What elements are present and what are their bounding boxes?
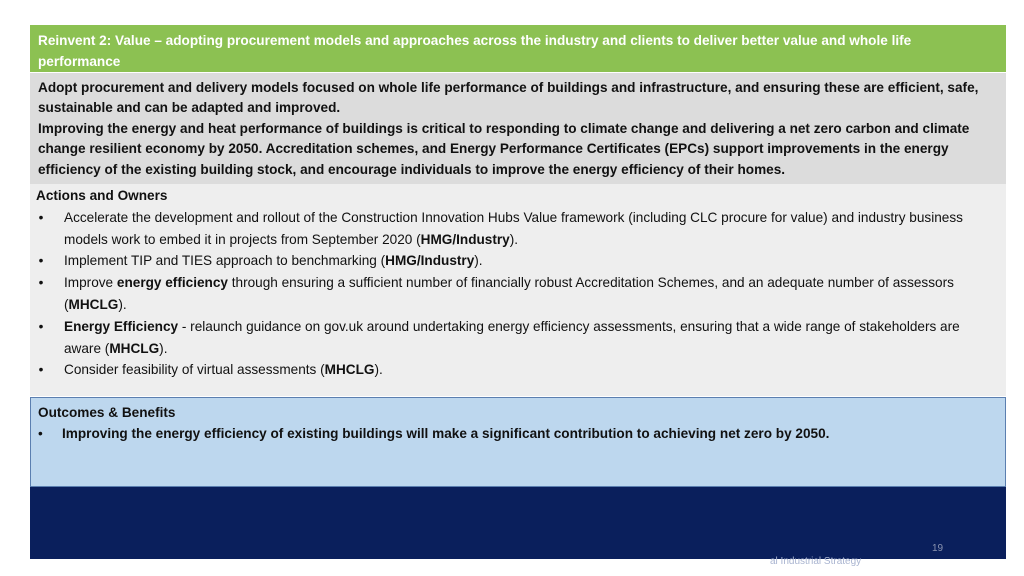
slide-header (30, 25, 1006, 72)
action-item (36, 359, 996, 381)
bullet-icon: • (38, 426, 43, 441)
action-emphasis: Energy Efficiency (64, 318, 179, 334)
action-text: Accelerate the development and rollout of the Construction Innovation Hubs Value framework (including CLC procure for value) and industry business models work to embed it in projects from September 2020 ( (64, 209, 963, 247)
action-text-end: ). (474, 253, 483, 269)
bullet-icon: • (38, 209, 44, 225)
action-item (36, 272, 996, 316)
action-owner: HMG/Industry (420, 231, 510, 247)
intro-paragraph-2: Improving the energy and heat performance of buildings is critical to responding to climate change and delivering a net zero carbon and climate change resilient economy by 2050. Accreditation schemes, and Energy Performance Certificates (EPCs) support improvements in the energy efficiency of the existing building stock, and encourage individuals to improve the energy efficiency of their homes. (38, 120, 970, 177)
action-text-end: ). (159, 340, 168, 356)
action-text-middle: - relaunch guidance on gov.uk around undertaking energy efficiency assessments, ensuring that a wide range of stakeholders are aware ( (64, 318, 960, 356)
actions-panel (30, 184, 1006, 396)
footer-caption: al Industrial Strategy (770, 556, 862, 567)
action-item (36, 207, 996, 251)
action-owner: MHCLG (68, 296, 119, 312)
bullet-icon: • (38, 362, 44, 378)
action-text: Improve (64, 275, 117, 291)
action-text: Implement TIP and TIES approach to benchmarking ( (64, 253, 386, 269)
bullet-icon: • (38, 318, 44, 334)
bullet-icon: • (38, 275, 44, 291)
action-text: Consider feasibility of virtual assessments ( (64, 362, 325, 378)
action-item (36, 316, 996, 360)
action-owner: MHCLG (324, 362, 375, 378)
action-text-end: ). (509, 231, 519, 247)
intro-paragraph-1: Adopt procurement and delivery models focused on whole life performance of buildings and infrastructure, and ensuring these are efficient, safe, sustainable and can be adapted and improved. (38, 80, 979, 116)
action-text-end: ). (374, 362, 383, 378)
bullet-icon: • (38, 253, 44, 269)
outcome-text: Improving the energy efficiency of existing buildings will make a significant contribution to achieving net zero by 2050. (62, 426, 830, 441)
outcome-item (38, 423, 995, 444)
footer-band (30, 487, 1006, 559)
page-number: 19 (932, 543, 944, 554)
actions-title: Actions and Owners (36, 188, 168, 203)
action-text-end: ). (118, 296, 127, 312)
intro-panel (30, 73, 1006, 184)
action-text-middle: through ensuring a sufficient number of financially robust Accreditation Schemes, and an adequate number of assessors ( (64, 275, 954, 312)
action-owner: MHCLG (109, 340, 160, 356)
outcomes-title: Outcomes & Benefits (38, 405, 176, 420)
action-emphasis: energy efficiency (116, 275, 228, 291)
actions-list (36, 207, 996, 381)
action-owner: HMG/Industry (385, 253, 475, 269)
slide-title: Reinvent 2: Value – adopting procurement models and approaches across the industry and clients to deliver better value and whole life performance (38, 33, 912, 69)
action-item (36, 250, 996, 272)
outcomes-panel (30, 397, 1006, 487)
